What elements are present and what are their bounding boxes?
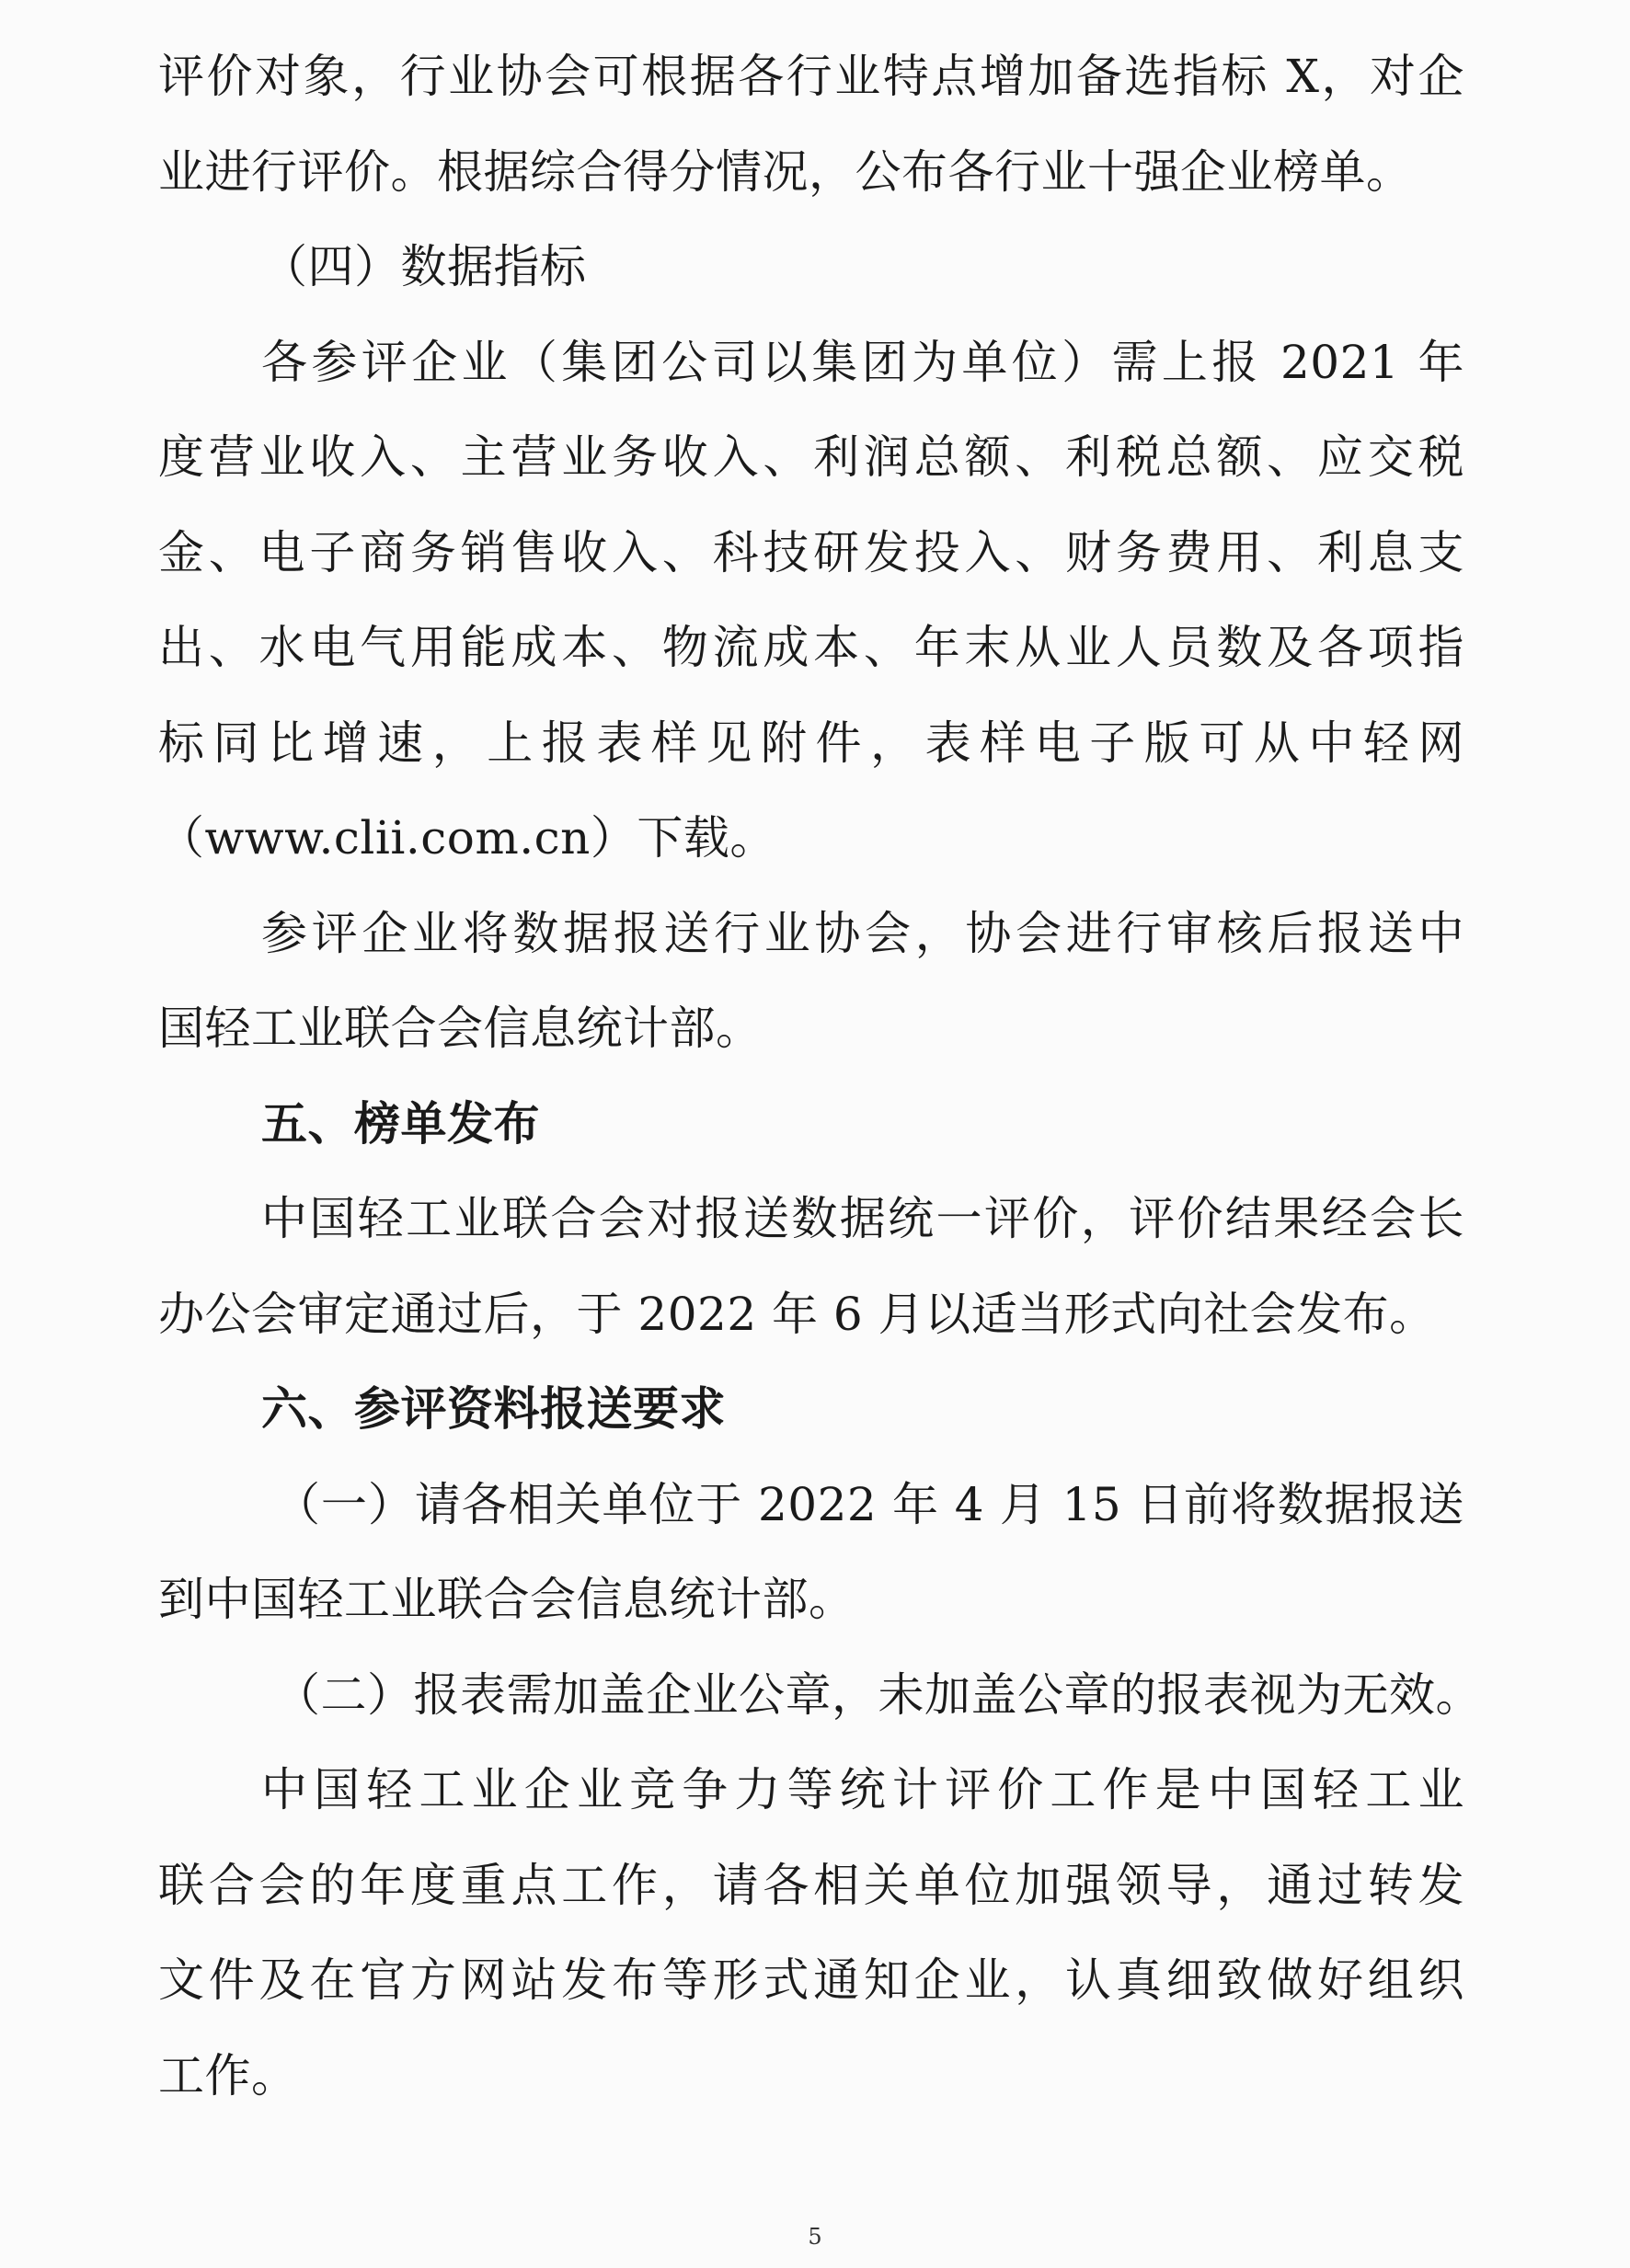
paragraph-line: 金、电子商务销售收入、科技研发投入、财务费用、利息支 [158,525,1464,579]
section-subheading: （四）数据指标 [261,240,587,293]
section-heading: 六、参评资料报送要求 [261,1382,726,1436]
paragraph-line: 工作。 [158,2048,298,2102]
paragraph-line: （一）请各相关单位于 2022 年 4 月 15 日前将数据报送 [274,1477,1464,1531]
paragraph-line: （二）报表需加盖企业公章，未加盖公章的报表视为无效。 [274,1667,1482,1722]
paragraph-line: 业进行评价。根据综合得分情况，公布各行业十强企业榜单。 [158,144,1413,199]
paragraph-line: 中国轻工业企业竞争力等统计评价工作是中国轻工业 [261,1763,1464,1816]
paragraph-line: 各参评企业（集团公司以集团为单位）需上报 2021 年 [261,335,1464,389]
paragraph-line: 出、水电气用能成本、物流成本、年末从业人员数及各项指 [158,621,1464,674]
paragraph-line: 中国轻工业联合会对报送数据统一评价，评价结果经会长 [261,1192,1464,1245]
paragraph-line: 办公会审定通过后，于 2022 年 6 月以适当形式向社会发布。 [158,1287,1436,1341]
paragraph-line: （www.clii.com.cn）下载。 [158,811,776,865]
paragraph-line: 参评企业将数据报送行业协会，协会进行审核后报送中 [261,906,1464,960]
paragraph-line: 到中国轻工业联合会信息统计部。 [158,1573,855,1626]
paragraph-line: 国轻工业联合会信息统计部。 [158,1002,763,1055]
document-body [158,29,1482,2124]
paragraph-line: 评价对象，行业协会可根据各行业特点增加备选指标 X，对企 [158,50,1464,103]
paragraph-line: 文件及在官方网站发布等形式通知企业，认真细致做好组织 [158,1953,1464,2007]
paragraph-line: 联合会的年度重点工作，请各相关单位加强领导，通过转发 [158,1858,1464,1912]
paragraph-line: 度营业收入、主营业务收入、利润总额、利税总额、应交税 [158,430,1464,484]
paragraph-line: 标同比增速，上报表样见附件，表样电子版可从中轻网 [158,716,1464,770]
section-heading: 五、榜单发布 [261,1096,540,1151]
page-number: 5 [808,2224,822,2250]
